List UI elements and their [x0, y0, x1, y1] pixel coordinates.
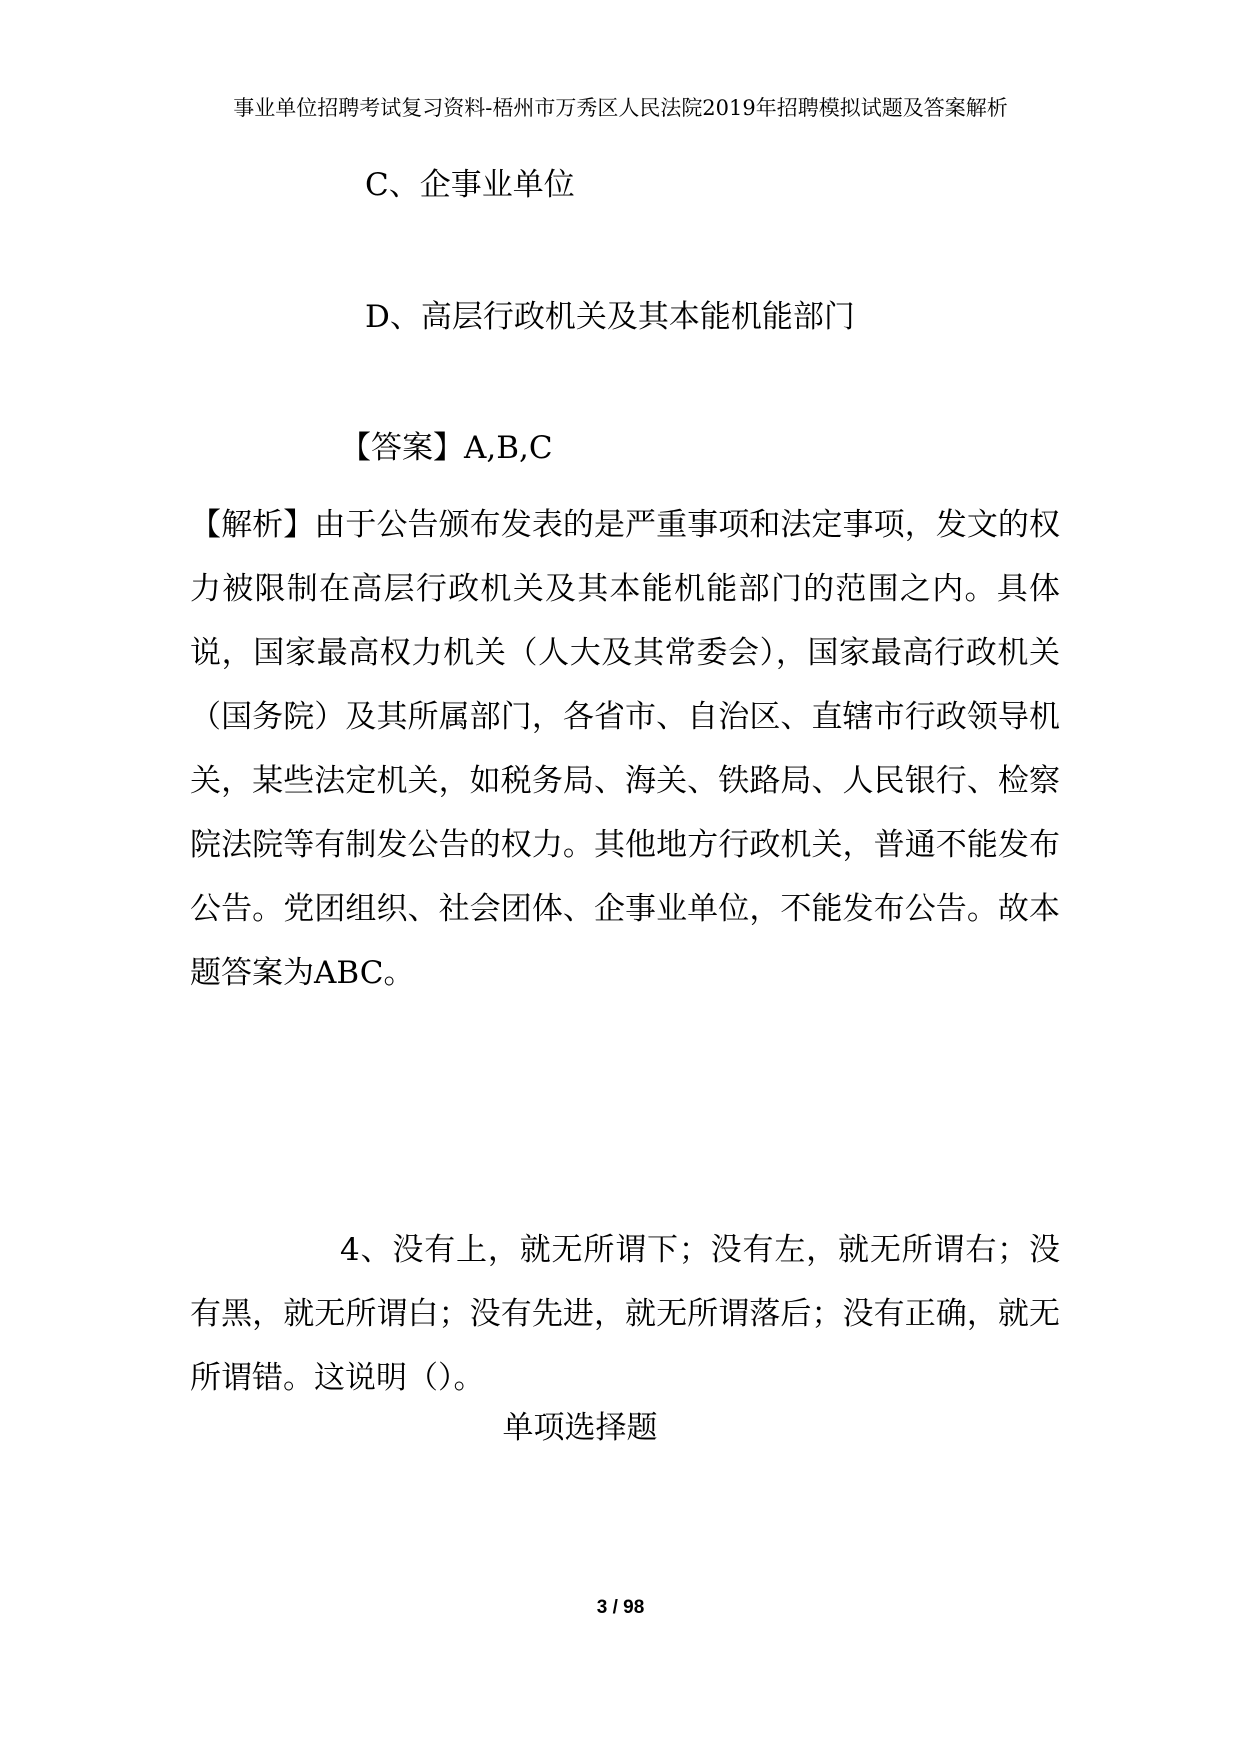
answer-label: 【答案】	[340, 430, 464, 466]
document-header: 事业单位招聘考试复习资料-梧州市万秀区人民法院2019年招聘模拟试题及答案解析	[233, 96, 1008, 120]
analysis-paragraph	[190, 493, 1060, 1005]
option-d: D、高层行政机关及其本能机能部门	[365, 299, 855, 335]
option-c: C、企事业单位	[365, 167, 575, 203]
question-type: 单项选择题	[502, 1410, 658, 1446]
page-number: 3 / 98	[596, 1597, 645, 1618]
answer-line	[340, 428, 553, 468]
analysis-text: 由于公告颁布发表的是严重事项和法定事项，发文的权力被限制在高层行政机关及其本能机能部门的范围之内。具体说，国家最高权力机关（人大及其常委会），国家最高行政机关（国务院）及其所属部门，各省市、自治区、直辖市行政领导机关，某些法定机关，如税务局、海关、铁路局、人民银行、检察院法院等有制发公告的权力。其他地方行政机关，普通不能发布公告。党团组织、社会团体、企事业单位，不能发布公告。故本题答案为ABC。	[190, 507, 1060, 991]
question-4-stem: 4、没有上，就无所谓下；没有左，就无所谓右；没有黑，就无所谓白；没有先进，就无所谓落后；没有正确，就无所谓错。这说明（）。	[190, 1232, 1060, 1396]
analysis-label: 【解析】	[190, 507, 315, 543]
answer-value: A,B,C	[464, 430, 553, 466]
